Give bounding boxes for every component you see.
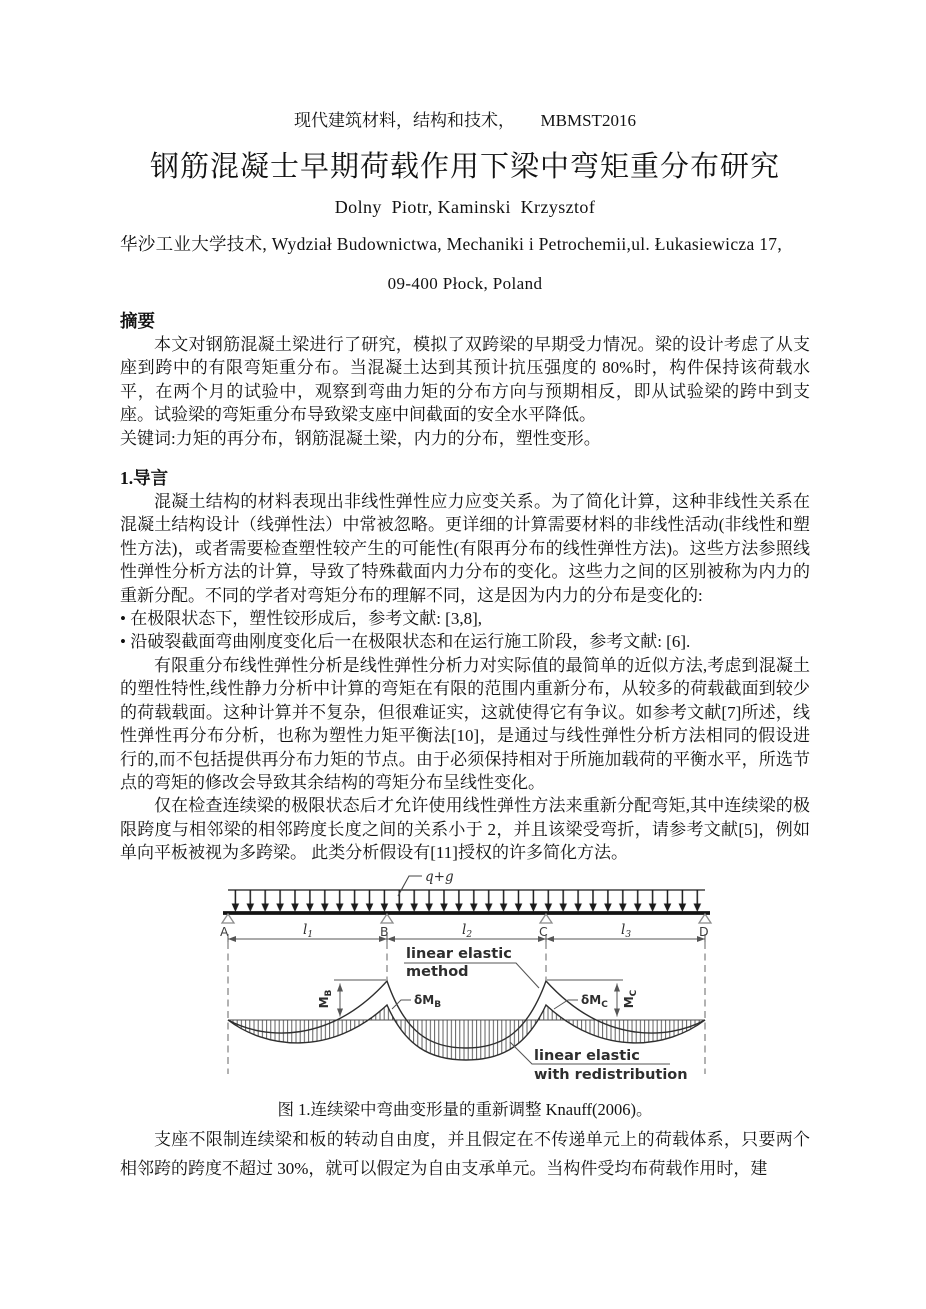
intro-paragraph-1: 混凝土结构的材料表现出非线性弹性应力应变关系。为了简化计算，这种非线性关系在混凝土结构设计（线弹性法）中常被忽略。更详细的计算需要材料的非线性活动(非线性和塑性方法)，或者需要检查塑性较产生的可能性(有限再分布的线性弹性方法)。这些方法参照线性弹性分析方法的计算，导致了特殊截面内力分布的变化。这些力之间的区别被称为内力的重新分配。不同的学者对弯矩分布的理解不同，这是因为内力的分布是变化的: bbox=[120, 492, 810, 605]
support-b-label: B bbox=[380, 923, 389, 939]
support-triangles bbox=[222, 914, 711, 923]
delta-moment-c-label bbox=[554, 993, 608, 1010]
svg-text:δMC: $\delta M_C$ bbox=[581, 992, 608, 1010]
svg-text:δMB: $\delta M_B$ bbox=[414, 992, 442, 1010]
span-2-label: $l_2$ bbox=[462, 921, 473, 940]
moment-b-label: $M_B$ bbox=[317, 989, 334, 1008]
span-3-label: $l_3$ bbox=[621, 921, 632, 940]
svg-text:linear elastic: linear elastic bbox=[534, 1047, 640, 1064]
intro-bullet-2: • 沿破裂截面弯曲刚度变化后一在极限状态和在运行施工阶段，参考文献: [6]. bbox=[120, 632, 691, 652]
moment-c-label: $M_C$ bbox=[622, 989, 639, 1008]
support-c-label: C bbox=[539, 923, 548, 939]
abstract-text: 本文对钢筋混凝土梁进行了研究，模拟了双跨梁的早期受力情况。梁的设计考虑了从支座到跨中的有限弯矩重分布。当混凝土达到其预计抗压强度的 80%时，构件保持该荷载水平，在两个月的试验中，观察到弯曲力矩的分布方向与预期相反，即从试验梁的跨中到支座。试验梁的弯矩重分布导致梁支座中间截面的安全水平降低。 bbox=[120, 335, 810, 425]
svg-text:linear elastic: linear elastic bbox=[406, 945, 512, 962]
intro-paragraph-3: 仅在检查连续梁的极限状态后才允许使用线性弹性方法来重新分配弯矩,其中连续梁的极限跨度与相邻梁的相邻跨度长度之间的关系小于 2，并且该梁受弯折，请参考文献[5]，例如单向平板被视为多跨梁。 此类分析假设有[11]授权的许多简化方法。 bbox=[120, 796, 810, 863]
support-b-icon bbox=[381, 914, 393, 923]
affiliation-city-line: 09-400 Płock, Poland bbox=[387, 274, 543, 293]
closing-paragraph: 支座不限制连续梁和板的转动自由度，并且假定在不传递单元上的荷载体系，只要两个相邻跨的跨度不超过 30%，就可以假定为自由支承单元。当构件受均布荷载作用时，建 bbox=[120, 1129, 810, 1178]
span-labels bbox=[303, 922, 631, 940]
affiliation-line: 华沙工业大学技术, Wydział Budownictwa, Mechaniki i Petrochemii,ul. Łukasiewicza 17, bbox=[120, 234, 783, 254]
support-d-icon bbox=[699, 914, 711, 923]
svg-text:method: method bbox=[406, 963, 469, 980]
moment-b-dimension bbox=[334, 980, 386, 1017]
support-a-label: A bbox=[220, 923, 229, 939]
authors-line: Dolny Piotr, Kaminski Krzysztof bbox=[334, 197, 596, 217]
intro-paragraph-2: 有限重分布线性弹性分析是线性弹性分析力对实际值的最简单的近似方法,考虑到混凝土的塑性特性,线性静力分析中计算的弯矩在有限的范围内重新分布，从较多的荷载截面到较少的荷载载面。这种计算并不复杂，但很难证实，这就使得它有争议。如参考文献[7]所述，线性弹性再分布分析，也称为塑性力矩平衡法[10]，是通过与线性弹性分析方法相同的假设进行的,而不包括提供再分布力矩的节点。由于必须保持相对于所施加载荷的平衡水平，所选节点的弯矩的修改会导致其余结构的弯矩分布呈线性变化。 bbox=[120, 655, 810, 792]
delta-moment-b-label bbox=[392, 993, 441, 1010]
figure-1-beam-diagram bbox=[210, 868, 720, 1090]
span-1-label: $l_1$ bbox=[303, 921, 314, 940]
support-c-icon bbox=[540, 914, 552, 923]
distributed-load-arrows bbox=[228, 890, 705, 912]
abstract-heading: 摘要 bbox=[120, 311, 155, 331]
keywords-line: 关键词:力矩的再分布，钢筋混凝土梁，内力的分布，塑性变形。 bbox=[120, 428, 601, 448]
intro-bullet-1: • 在极限状态下，塑性铰形成后，参考文献: [3,8], bbox=[120, 609, 482, 629]
section-1-heading: 1.导言 bbox=[120, 468, 169, 489]
support-d-label: D bbox=[699, 923, 709, 939]
load-label-text: q+g bbox=[425, 868, 454, 885]
conference-header: 现代建筑材料，结构和技术， MBMST2016 bbox=[294, 111, 636, 130]
figure-1 bbox=[120, 868, 810, 1095]
svg-text:with redistribution: with redistribution bbox=[534, 1066, 688, 1083]
redistribution-label bbox=[510, 1042, 688, 1083]
paper-title: 钢筋混凝士早期荷载作用下梁中弯矩重分布研究 bbox=[149, 151, 780, 183]
support-a-icon bbox=[222, 914, 234, 923]
figure-1-caption: 图 1.连续梁中弯曲变形量的重新调整 Knauff(2006)。 bbox=[277, 1099, 653, 1119]
elastic-method-label bbox=[404, 946, 539, 988]
